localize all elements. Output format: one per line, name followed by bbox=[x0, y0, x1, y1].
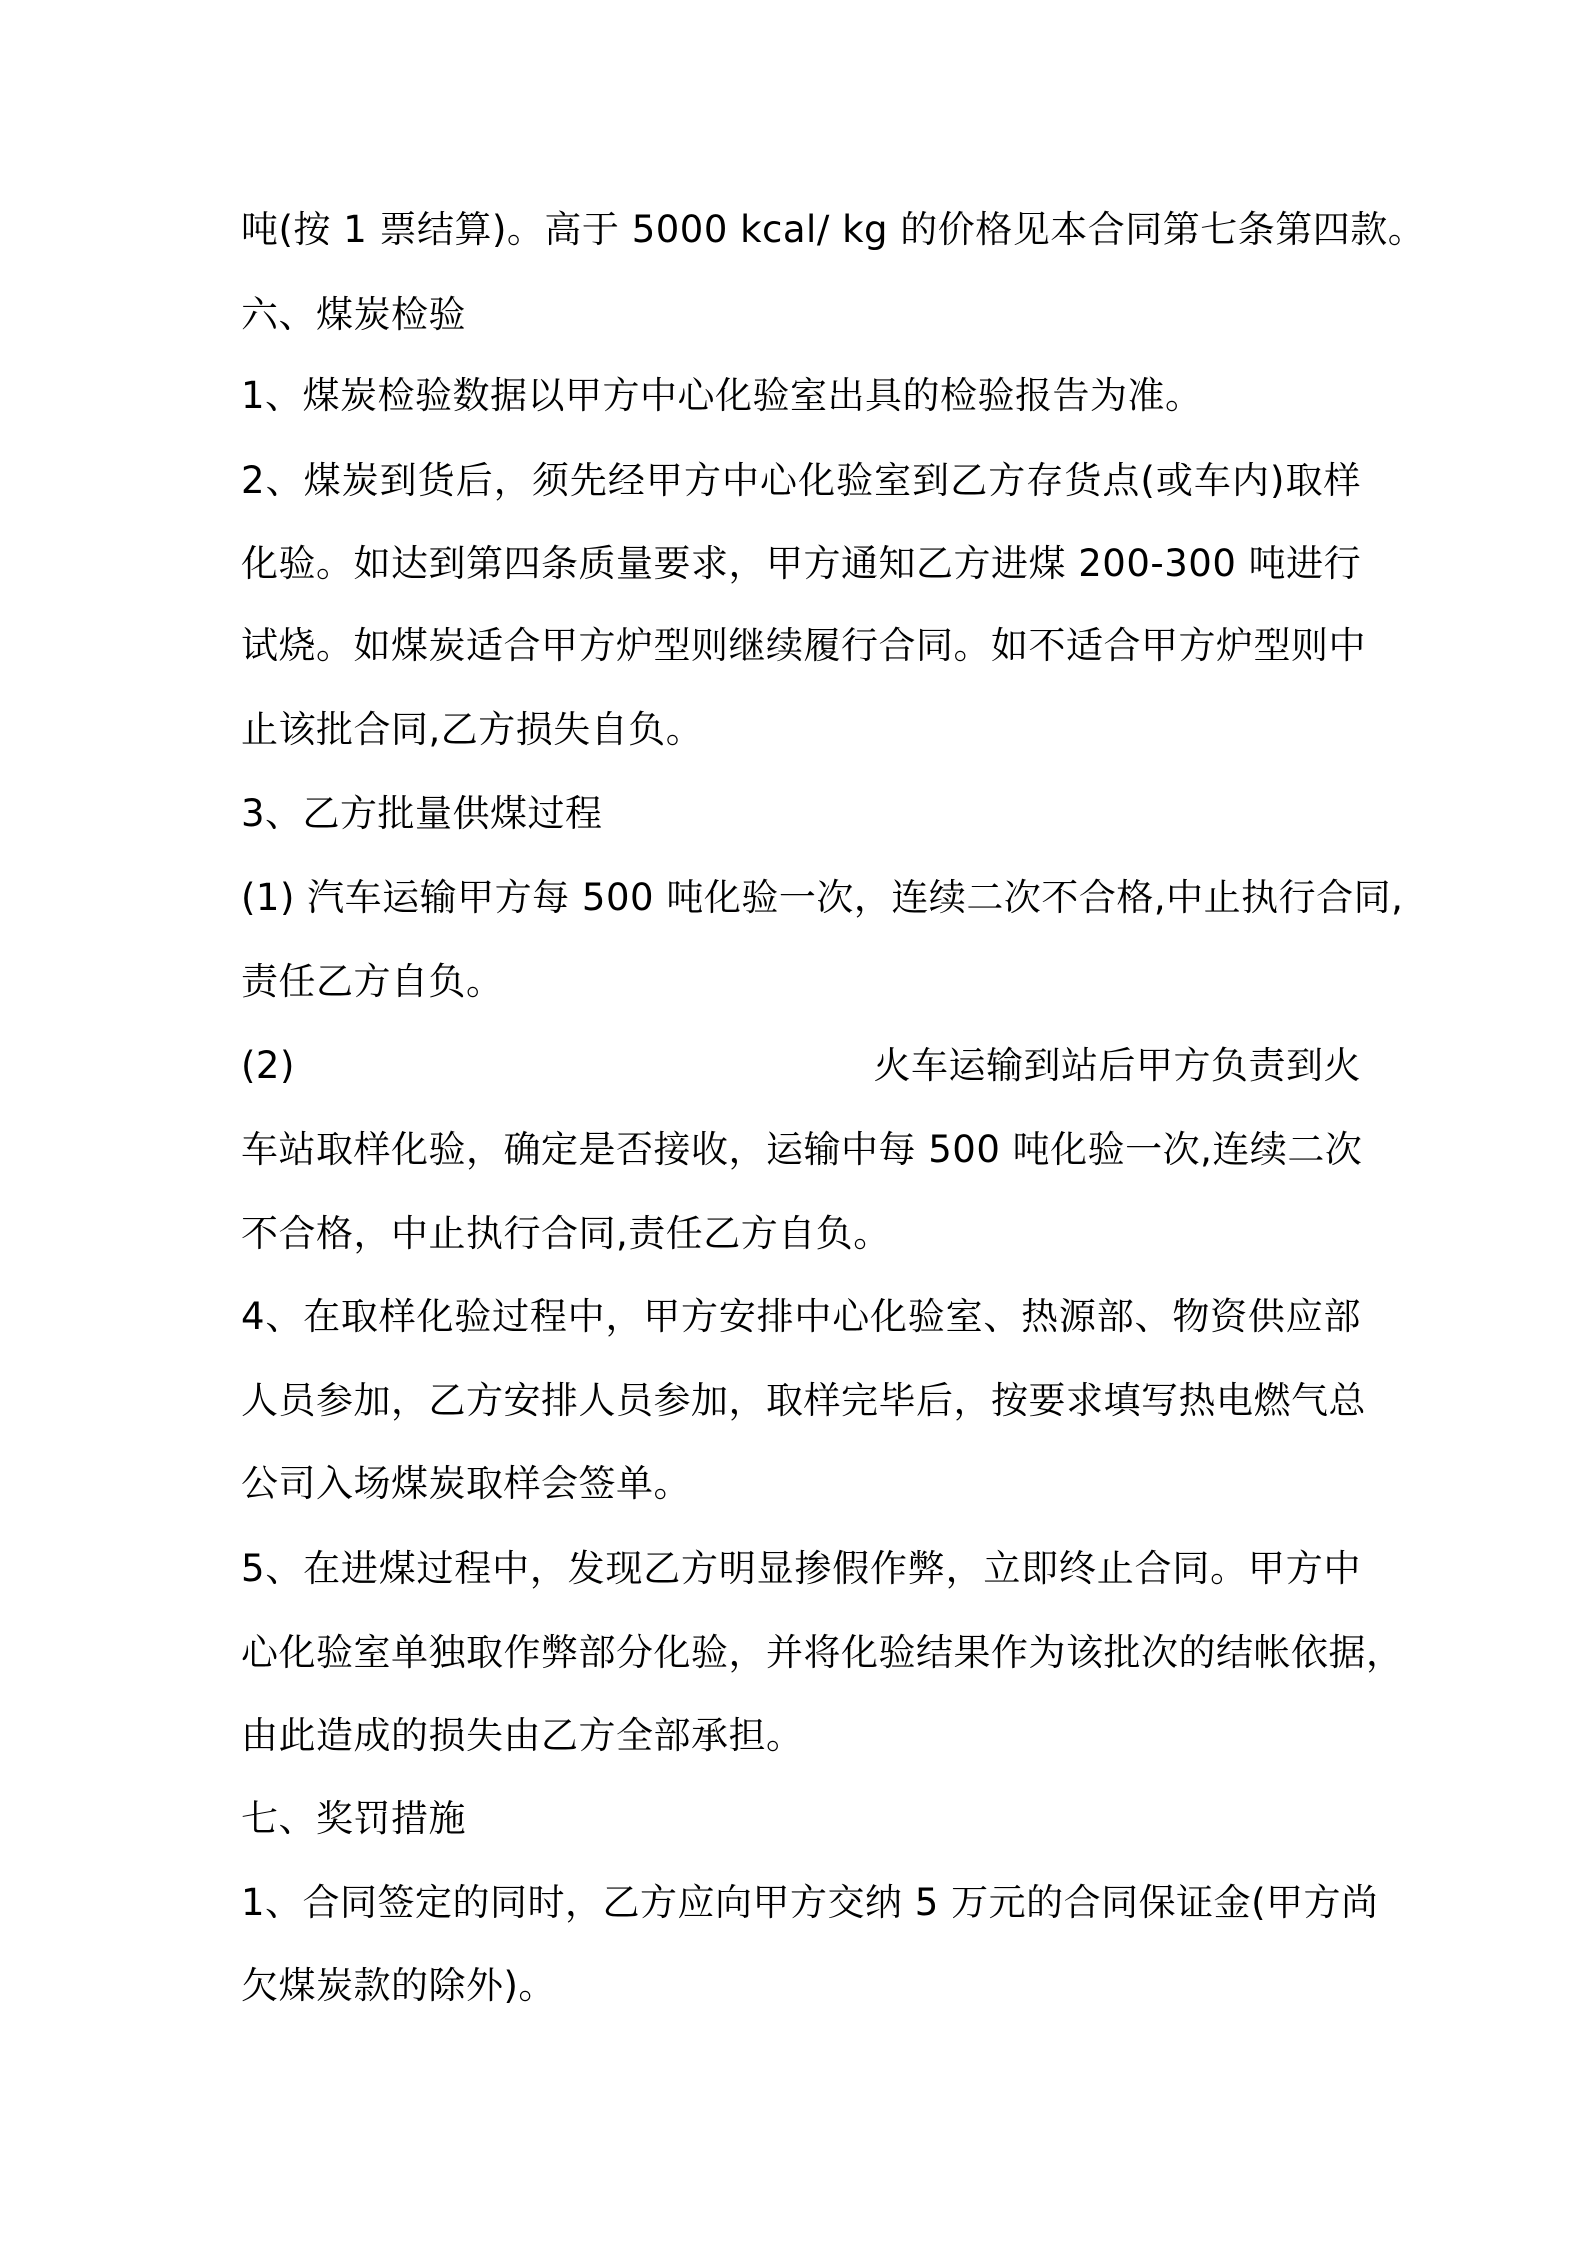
text-line-18: 心化验室单独取作弊部分化验，并将化验结果作为该批次的结帐依据， bbox=[241, 1631, 1404, 1674]
text-line-19: 由此造成的损失由乙方全部承担。 bbox=[241, 1714, 804, 1757]
text-line-11-left: (2) bbox=[241, 1044, 295, 1087]
section-heading-6: 六、煤炭检验 bbox=[241, 293, 466, 336]
text-line-16: 公司入场煤炭取样会签单。 bbox=[241, 1462, 691, 1505]
text-line-14: 4、在取样化验过程中，甲方安排中心化验室、热源部、物资供应部 bbox=[241, 1295, 1361, 1338]
text-line-11 bbox=[241, 1042, 1361, 1090]
text-line-7: 止该批合同,乙方损失自负。 bbox=[241, 708, 704, 751]
text-line-9: (1) 汽车运输甲方每 500 吨化验一次，连续二次不合格,中止执行合同, bbox=[241, 876, 1404, 919]
section-heading-7: 七、奖罚措施 bbox=[241, 1797, 466, 1840]
text-line-21: 1、合同签定的同时，乙方应向甲方交纳 5 万元的合同保证金(甲方尚 bbox=[241, 1881, 1379, 1924]
text-line-11-right: 火车运输到站后甲方负责到火 bbox=[873, 1044, 1361, 1087]
text-line-22: 欠煤炭款的除外)。 bbox=[241, 1964, 556, 2007]
text-line-10: 责任乙方自负。 bbox=[241, 960, 504, 1003]
text-line-15: 人员参加，乙方安排人员参加，取样完毕后，按要求填写热电燃气总 bbox=[241, 1379, 1366, 1422]
text-line-5: 化验。如达到第四条质量要求，甲方通知乙方进煤 200-300 吨进行 bbox=[241, 542, 1362, 585]
text-line-4: 2、煤炭到货后，须先经甲方中心化验室到乙方存货点(或车内)取样 bbox=[241, 459, 1361, 502]
text-line-6: 试烧。如煤炭适合甲方炉型则继续履行合同。如不适合甲方炉型则中 bbox=[241, 624, 1366, 667]
text-line-13: 不合格，中止执行合同,责任乙方自负。 bbox=[241, 1212, 891, 1255]
text-line-3: 1、煤炭检验数据以甲方中心化验室出具的检验报告为准。 bbox=[241, 374, 1203, 417]
text-line-1: 吨(按 1 票结算)。高于 5000 kcal/ kg 的价格见本合同第七条第四款。 bbox=[241, 208, 1426, 251]
text-line-8: 3、乙方批量供煤过程 bbox=[241, 792, 603, 835]
text-line-12: 车站取样化验，确定是否接收，运输中每 500 吨化验一次,连续二次 bbox=[241, 1128, 1363, 1171]
text-line-17: 5、在进煤过程中，发现乙方明显掺假作弊，立即终止合同。甲方中 bbox=[241, 1547, 1361, 1590]
